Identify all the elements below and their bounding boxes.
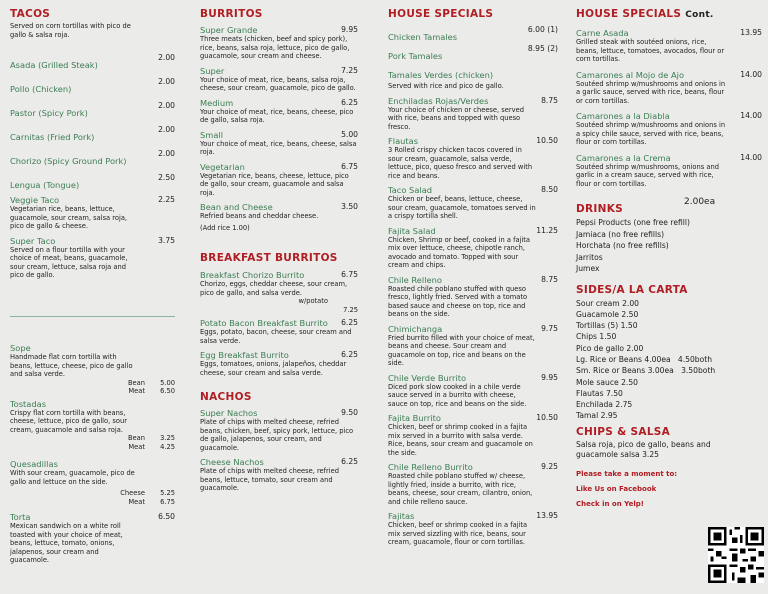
drinks-section [576, 197, 762, 216]
left-specials [10, 343, 175, 594]
quesadillas-item: Quesadillas With sour cream, guacamole, pico de gallo and lettuce on the side. Cheese 5.25 Meat 6.75 [10, 459, 175, 506]
tostadas-item: Tostadas Crispy flat corn tortilla with beans, cheese, lettuce, pico de gallo, sour cream, guacamole and salsa roja. Bean 3.25 Meat 4.25 [10, 398, 175, 451]
sides-list: Sour cream 2.00 Guacamole 2.50 Tortillas (5) 1.50 Chips 1.50 Pico de gallo 2.00 Lg. Rice or Beans 4.00ea 4.50both Sm. Rice or Beans 3.00ea 3.50both Mole sauce 2.50 Flautas 7.50 Enchilada 2.75 Tamal 2.95 [576, 298, 716, 421]
burrito-item: Super 7.25 Your choice of meat, rice, beans, salsa roja, cheese, sour cream, guacamole, pico de gallo. [200, 65, 358, 92]
burritos-heading: BURRITOS [200, 8, 263, 20]
breakfast-item: Breakfast Chorizo Burrito 6.75 Chorizo, eggs, cheddar cheese, sour cream, pico de gallo, and salsa verde. w/potato 7.25 [200, 270, 358, 314]
nachos-item: Super Nachos 9.50 Plate of chips with melted cheese, refried beans, chicken, beef, spicy pork, lettuce, pico de gallo, jalapenos, sour cream, and guacamole. [200, 408, 358, 452]
taco-item: Carnitas (Fried Pork) 2.00 [10, 125, 175, 142]
burrito-item: Super Grande 9.95 Three meats (chicken, beef and spicy pork), rice, beans, salsa roja, lettuce, pico de gallo, guacamole, sour cream and cheese. [200, 25, 358, 60]
special-item: Flautas 10.50 3 Rolled crispy chicken tacos covered in sour cream, guacamole, salsa verde, lettuce, pico, queso fresco and served with rice and beans. [388, 136, 558, 180]
house-specials-heading: HOUSE SPECIALS [388, 8, 494, 20]
section-divider [10, 316, 175, 317]
qr-code[interactable] [708, 527, 764, 583]
taco-item: Lengua (Tongue) 2.50 [10, 173, 175, 190]
tacos-list [10, 53, 175, 193]
house-specials-cont-column [576, 8, 762, 594]
special-item: Chile Relleno 8.75 Roasted chile poblano stuffed with queso fresco, lightly fried. Served with a tomato based sauce and cheese on top, rice and beans on the side. [388, 274, 558, 318]
tamales-group: Chicken Tamales 6.00 (1) Pork Tamales 8.95 (2) Tamales Verdes (chicken) Served with rice and pico de gallo. [388, 25, 558, 90]
super-taco: Super Taco 3.75 Served on a flour tortilla with your choice of meat, beans, guacamole, sour cream, lettuce, salsa roja and pico de gallo. [10, 235, 175, 279]
burrito-item: Small 5.00 Your choice of meat, rice, beans, cheese, salsa roja. [200, 129, 358, 156]
drinks-price: 2.00ea [684, 197, 716, 207]
burrito-item: Bean and Cheese 3.50 Refried beans and cheddar cheese. [200, 202, 358, 220]
taco-item: Pastor (Spicy Pork) 2.00 [10, 101, 175, 118]
tamale-item: Chicken Tamales 6.00 (1) [388, 25, 558, 42]
special-item: Chile Relleno Burrito 9.25 Roasted chile poblano stuffed w/ cheese, lightly fried, inside a burrito, with rice, beans, cheese, sour cream, cilantro, onion, and chile relleno sauce. [388, 462, 558, 506]
tamale-item: Tamales Verdes (chicken) [388, 70, 494, 80]
sides-heading: SIDES/A LA CARTA [576, 283, 688, 296]
special-item: Chimichanga 9.75 Fried burrito filled with your choice of meat, beans and cheese. Sour cream and guacamole on top, rice and beans on the side. [388, 323, 558, 367]
tamale-item: Pork Tamales 8.95 (2) [388, 44, 558, 61]
chips-heading: CHIPS & SALSA [576, 425, 671, 438]
breakfast-heading: BREAKFAST BURRITOS [200, 252, 338, 264]
tacos-heading: TACOS [10, 8, 51, 20]
special-item: Fajita Salad 11.25 Chicken, Shrimp or beef, cooked in a fajita mix over lettuce, cheese, chipotle ranch, avocado and tomato. Topped with sour cream and chips. [388, 225, 558, 269]
drinks-list: Pepsi Products (one free refill) Jamiaca (no free refills) Horchata (no free refills) Jarritos Jumex [576, 218, 690, 273]
promo-block: Please take a moment to: Like Us on Facebook Check in on Yelp! [576, 469, 678, 508]
special-item: Chile Verde Burrito 9.95 Diced pork slow cooked in a chile verde sauce served in a burrito with cheese, sauce on top, rice and beans on the side. [388, 372, 558, 408]
special-cont-item: Camarones al Mojo de Ajo 14.00 Soutéed shrimp w/mushrooms and onions in a garlic sauce, served with rice, beans, flour or corn tortillas. [576, 69, 762, 105]
burrito-item: Vegetarian 6.75 Vegetarian rice, beans, cheese, lettuce, pico de gallo, sour cream, guacamole and salsa roja. [200, 161, 358, 197]
burrito-item: Medium 6.25 Your choice of meat, rice, beans, cheese, pico de gallo, salsa roja. [200, 97, 358, 124]
special-cont-item: Carne Asada 13.95 Grilled steak with soutéed onions, rice, beans, lettuce, tomatoes, avocados, flour or corn tortillas. [576, 28, 762, 63]
special-item: Fajitas 13.95 Chicken, beef or shrimp cooked in a fajita mix served sizzling with rice, beans, sour cream, guacamole, flour or corn tortillas. [388, 511, 558, 546]
taco-item: Asada (Grilled Steak) 2.00 [10, 53, 175, 70]
breakfast-item: Egg Breakfast Burrito 6.25 Eggs, tomatoes, onions, jalapeños, cheddar cheese, sour cream and salsa verde. [200, 350, 358, 377]
house-specials-cont-heading: HOUSE SPECIALS Cont. [576, 8, 714, 20]
special-item: Taco Salad 8.50 Chicken or beef, beans, lettuce, cheese, sour cream, guacamole, tomatoes served in a crispy tortilla shell. [388, 185, 558, 220]
burritos-column [200, 8, 358, 594]
special-item: Fajita Burrito 10.50 Chicken, beef or shrimp cooked in a fajita mix served in a burrito with salsa verde. Rice, beans, sour cream and guacamole on the side. [388, 413, 558, 457]
tacos-intro: Served on corn tortillas with pico de gallo & salsa roja. [10, 22, 131, 39]
torta-item: Torta 6.50 Mexican sandwich on a white roll toasted with your choice of meat, beans, lettuce, tomato, onions, jalapenos, sour cream and guacamole. [10, 512, 175, 564]
sope-item: Sope Handmade flat corn tortilla with beans, lettuce, cheese, pico de gallo and salsa verde. Bean 5.00 Meat 6.50 [10, 343, 175, 395]
special-cont-item: Camarones a la Diabla 14.00 Soutéed shrimp w/mushrooms and onions in a spicy chile sauce, served with rice, beans, flour or corn tortillas. [576, 111, 762, 146]
veggie-taco: Veggie Taco 2.25 Vegetarian rice, beans, lettuce, guacamole, sour cream, salsa roja, pico de gallo & cheese. [10, 195, 175, 230]
house-specials-column [388, 8, 558, 594]
nachos-heading: NACHOS [200, 391, 252, 403]
breakfast-item: Potato Bacon Breakfast Burrito 6.25 Eggs, potato, bacon, cheese, sour cream and salsa verde. [200, 318, 358, 345]
nachos-item: Cheese Nachos 6.25 Plate of chips with melted cheese, refried beans, lettuce, tomato, sour cream and guacamole. [200, 457, 358, 492]
special-item: Enchiladas Rojas/Verdes 8.75 Your choice of chicken or cheese, served with rice, beans and topped with queso fresco. [388, 95, 558, 131]
special-cont-item: Camarones a la Crema 14.00 Soutéed shrimp w/mushrooms, onions and garlic in a cream sauce, served with rice, flour or corn tortillas. [576, 152, 762, 188]
add-rice-note: (Add rice 1.00) [200, 223, 250, 232]
taco-item: Pollo (Chicken) 2.00 [10, 77, 175, 94]
taco-item: Chorizo (Spicy Ground Pork) 2.00 [10, 149, 175, 166]
drinks-heading: DRINKS [576, 203, 623, 215]
chips-desc: Salsa roja, pico de gallo, beans and guacamole salsa 3.25 [576, 439, 711, 460]
